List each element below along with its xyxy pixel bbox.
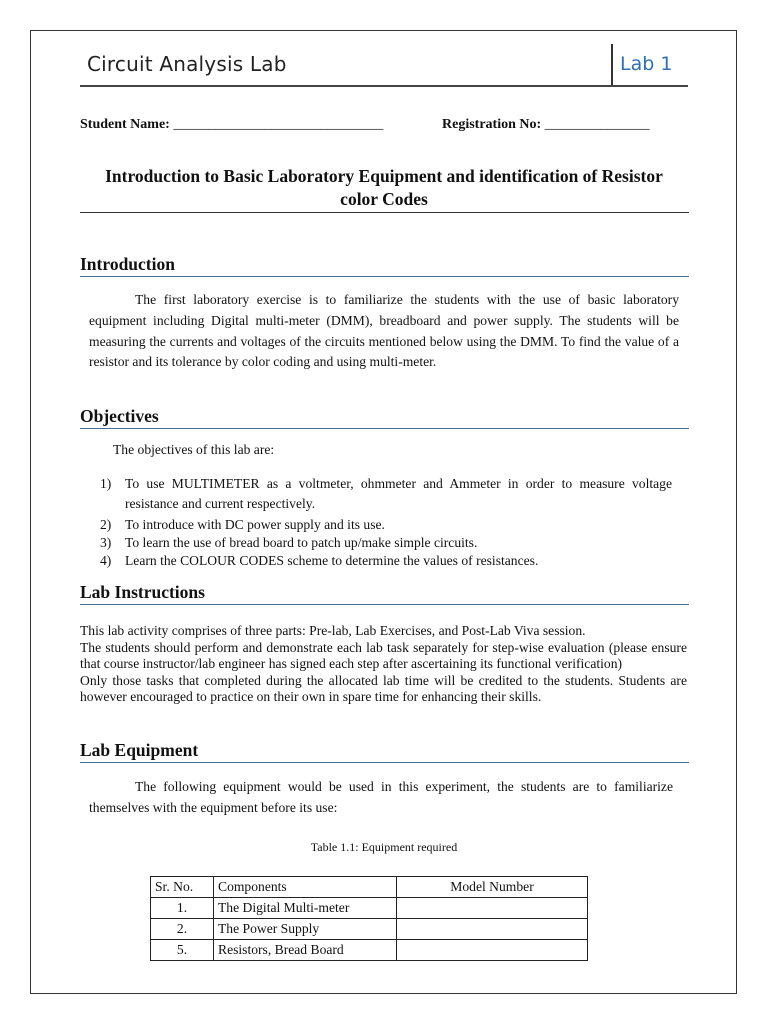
objectives-heading: Objectives [80, 406, 159, 426]
registration-label: Registration No: [442, 117, 542, 132]
equipment-table [150, 876, 588, 961]
lab-equipment-text: The following equipment would be used in this experiment, the students are to familiarize themselves with the equipment before its use: [89, 779, 673, 815]
objectives-list [100, 474, 672, 571]
table-cell: The Digital Multi-meter [214, 898, 397, 919]
table-cell[interactable] [397, 940, 588, 961]
table-row [151, 919, 588, 940]
table-cell[interactable] [397, 898, 588, 919]
lab-instructions-line-1: This lab activity comprises of three parts: Pre-lab, Lab Exercises, and Post-Lab Viva session. [80, 623, 586, 638]
objectives-rule [80, 428, 689, 429]
student-name-blank: ______________________________ [173, 117, 384, 132]
table-row [151, 898, 588, 919]
registration-blank: _______________ [544, 117, 650, 132]
table-cell: The Power Supply [214, 919, 397, 940]
header-divider [611, 44, 613, 86]
lab-number: Lab 1 [620, 53, 673, 75]
introduction-rule [80, 276, 689, 277]
course-title: Circuit Analysis Lab [87, 52, 287, 76]
table-cell: 2. [151, 919, 214, 940]
objective-item: 1) To use MULTIMETER as a voltmeter, ohmmeter and Ammeter in order to measure voltage resistance and current respectively. [100, 476, 672, 511]
lab-instructions-text [80, 623, 687, 706]
objectives-intro: The objectives of this lab are: [113, 442, 275, 457]
document-title-line-2: color Codes [340, 189, 428, 209]
table-cell: 5. [151, 940, 214, 961]
table-cell[interactable] [397, 919, 588, 940]
table-header-cell: Components [214, 877, 397, 898]
objective-item: 4) Learn the COLOUR CODES scheme to determine the values of resistances. [100, 553, 539, 568]
introduction-heading: Introduction [80, 254, 175, 274]
document-title-line-1: Introduction to Basic Laboratory Equipment and identification of Resistor [105, 166, 663, 186]
title-rule [80, 212, 689, 213]
objective-item: 3) To learn the use of bread board to patch up/make simple circuits. [100, 535, 478, 550]
lab-instructions-para-2: The students should perform and demonstrate each lab task separately for step-wise evaluation (please ensure that course instructor/lab engineer has signed each step after ascertaining its functional verification) [80, 639, 687, 672]
document-title [80, 165, 688, 211]
table-header-row [151, 877, 588, 898]
table-cell: 1. [151, 898, 214, 919]
lab-instructions-para-3: Only those tasks that completed during the allocated lab time will be credited to the students. Students are however encouraged to practice on their own in spare time for enhancing their skills. [80, 672, 687, 705]
registration-field[interactable] [442, 117, 650, 133]
table-header-cell: Sr. No. [151, 877, 214, 898]
student-name-field[interactable] [80, 117, 383, 133]
table-row [151, 940, 588, 961]
table-header-cell: Model Number [397, 877, 588, 898]
introduction-paragraph [89, 290, 679, 373]
student-name-label: Student Name: [80, 117, 170, 132]
introduction-text: The first laboratory exercise is to familiarize the students with the use of basic laboratory equipment including Digital multi-meter (DMM), breadboard and power supply. The students will be measuring the currents and voltages of the circuits mentioned below using the DMM. To find the value of a resistor and its tolerance by color coding and using multi-meter. [89, 292, 679, 370]
objective-item: 2) To introduce with DC power supply and its use. [100, 517, 385, 532]
lab-equipment-paragraph [89, 776, 673, 818]
lab-equipment-rule [80, 762, 689, 763]
lab-instructions-heading: Lab Instructions [80, 582, 205, 602]
table-caption: Table 1.1: Equipment required [310, 840, 458, 854]
lab-instructions-rule [80, 604, 689, 605]
lab-equipment-heading: Lab Equipment [80, 740, 199, 760]
table-cell: Resistors, Bread Board [214, 940, 397, 961]
header-rule [80, 85, 688, 87]
